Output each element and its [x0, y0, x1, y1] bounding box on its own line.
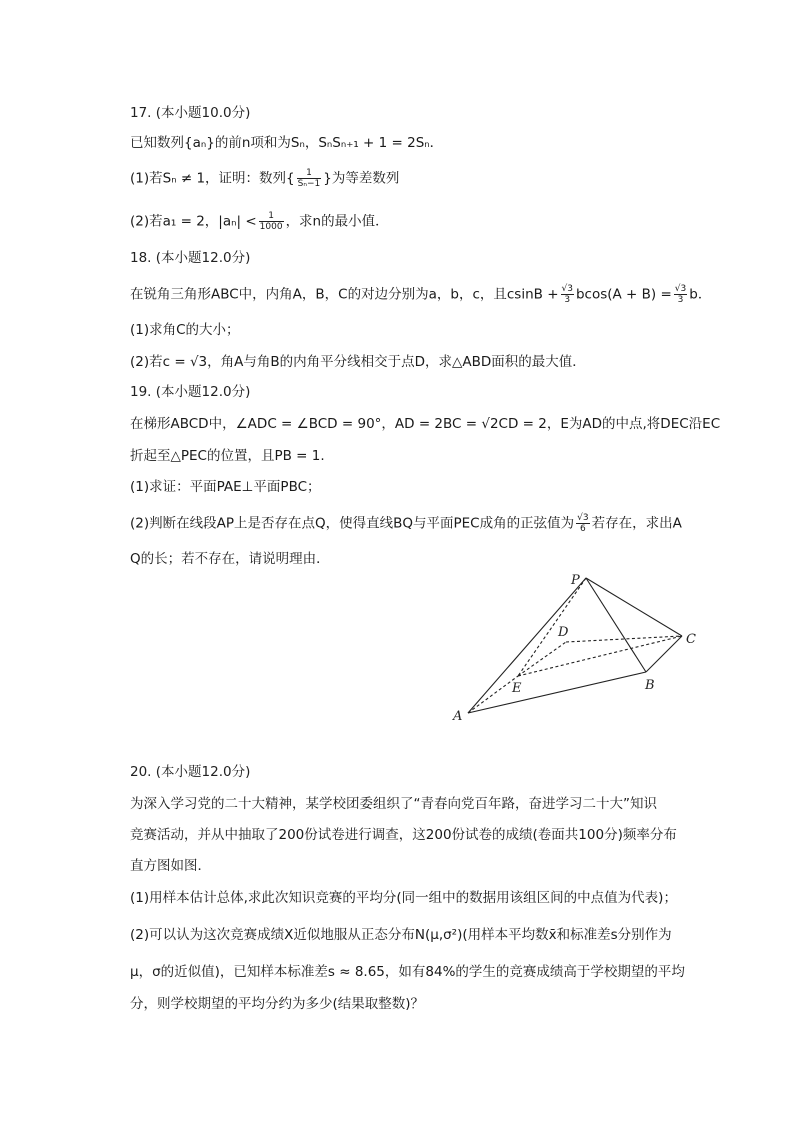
label-D: D — [558, 625, 569, 640]
q19-part2-frac-num: √3 — [577, 513, 589, 523]
q20-stem-line1: 为深入学习党的二十大精神，某学校团委组织了“青春向党百年路，奋进学习二十大”知识 — [130, 796, 657, 812]
pyramid-figure — [440, 565, 710, 735]
q17-part1-frac-num: 1 — [297, 168, 322, 179]
q18-stem-pre: 在锐角三角形ABC中，内角A，B，C的对边分别为a，b，c，且csinB + — [130, 286, 559, 303]
q17-part2-text-post: ，求n的最小值． — [285, 213, 389, 230]
edge-EC — [518, 636, 682, 676]
q19-stem-line2: 折起至△PEC的位置，且PB = 1. — [130, 448, 325, 464]
edge-PA — [468, 578, 586, 713]
q17-part2 — [130, 211, 389, 232]
q20-part2-line1: (2)可以认为这次竞赛成绩X近似地服从正态分布N(μ,σ²)(用样本平均数x̄和标准差s分别作为 — [130, 927, 672, 943]
q18-stem-mid: bcos(A + B) = — [575, 286, 672, 303]
q17-part2-frac-den: 1000 — [259, 222, 283, 232]
q17-stem: 已知数列{aₙ}的前n项和为Sₙ，SₙSₙ₊₁ + 1 = 2Sₙ． — [130, 135, 444, 151]
q20-stem-line2: 竞赛活动，并从中抽取了200份试卷进行调查，这200份试卷的成绩(卷面共100分)频率分布 — [130, 827, 677, 843]
q18-stem-frac1-den: 3 — [564, 295, 571, 305]
q17-part2-fraction — [259, 211, 284, 232]
q19-part2-line2: Q的长；若不存在，请说明理由． — [130, 551, 330, 567]
q19-part2 — [130, 513, 682, 534]
q18-header: 18. (本小题12.0分) — [130, 250, 251, 266]
q20-part2-line2: μ，σ的近似值)，已知样本标准差s ≈ 8.65，如有84%的学生的竞赛成绩高于学校期望的平均 — [130, 964, 685, 980]
q18-stem-fraction-1 — [561, 284, 574, 305]
q17-part1-frac-den: Sₙ−1 — [297, 179, 321, 189]
edge-PC — [586, 578, 682, 636]
q17-part2-text-pre: (2)若a₁ = 2，|aₙ| < — [130, 213, 257, 230]
q20-part2-line3: 分，则学校期望的平均分约为多少(结果取整数)？ — [130, 996, 425, 1012]
q18-stem — [130, 284, 711, 305]
edge-PE — [518, 578, 586, 676]
q18-stem-frac2-den: 3 — [677, 295, 684, 305]
q18-stem-post: b． — [689, 286, 712, 303]
q17-part1-text-pre: (1)若Sₙ ≠ 1，证明：数列{ — [130, 170, 295, 187]
label-A: A — [453, 709, 463, 724]
label-E: E — [512, 681, 522, 696]
q18-part2: (2)若c = √3，角A与角B的内角平分线相交于点D，求△ABD面积的最大值． — [130, 354, 586, 370]
q18-stem-frac1-num: √3 — [561, 284, 573, 294]
edge-BC — [646, 636, 682, 672]
q18-part1: (1)求角C的大小； — [130, 322, 240, 338]
q17-part1 — [130, 168, 399, 189]
label-C: C — [686, 632, 696, 647]
label-B: B — [645, 678, 655, 693]
q17-header: 17. (本小题10.0分) — [130, 105, 251, 121]
q19-stem-line1: 在梯形ABCD中，∠ADC = ∠BCD = 90°，AD = 2BC = √2CD = 2，E为AD的中点,将DEC沿EC — [130, 416, 721, 432]
q19-part2-text-post: 若存在，求出A — [591, 515, 682, 532]
q19-header: 19. (本小题12.0分) — [130, 384, 251, 400]
q19-part1: (1)求证：平面PAE⊥平面PBC； — [130, 479, 321, 495]
q17-part1-text-post: }为等差数列 — [323, 170, 400, 187]
q17-part2-frac-num: 1 — [259, 211, 284, 222]
edge-PB — [586, 578, 646, 672]
q19-part2-text-pre: (2)判断在线段AP上是否存在点Q，使得直线BQ与平面PEC成角的正弦值为 — [130, 515, 575, 532]
q20-header: 20. (本小题12.0分) — [130, 764, 251, 780]
q20-part1: (1)用样本估计总体,求此次知识竞赛的平均分(同一组中的数据用该组区间的中点值为代表)； — [130, 890, 677, 906]
q18-stem-frac2-num: √3 — [674, 284, 687, 294]
q19-part2-frac-den: 6 — [579, 524, 586, 534]
q18-stem-fraction-2 — [674, 284, 687, 305]
q17-part1-fraction — [297, 168, 322, 189]
edge-AB — [468, 672, 646, 713]
q19-part2-fraction — [576, 513, 589, 534]
q20-stem-line3: 直方图如图． — [130, 858, 211, 874]
label-P: P — [571, 573, 580, 588]
